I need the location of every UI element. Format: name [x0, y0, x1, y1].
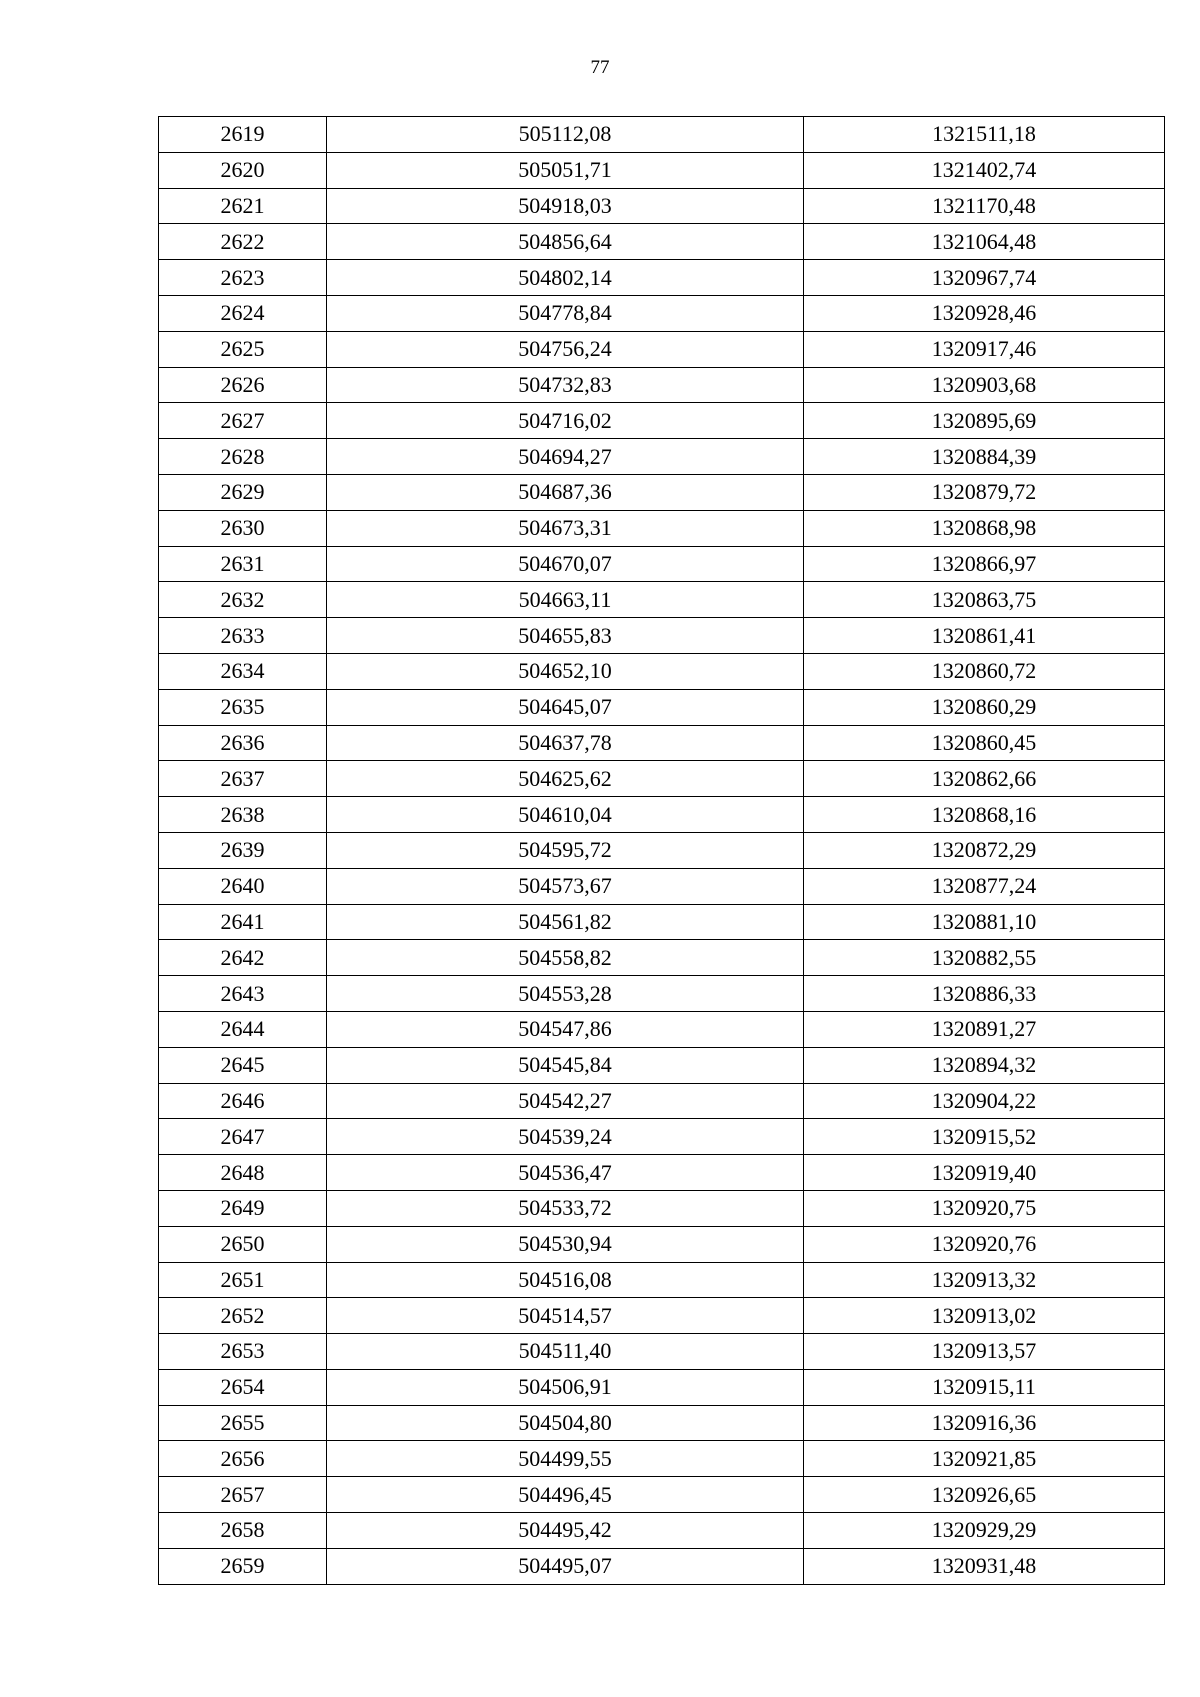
table-row: [159, 546, 1165, 582]
y-coordinate-cell: 1320920,75: [804, 1190, 1165, 1226]
point-number-cell: 2646: [159, 1083, 327, 1119]
table-row: [159, 868, 1165, 904]
x-coordinate-cell: 504530,94: [327, 1226, 804, 1262]
x-coordinate-cell: 504610,04: [327, 797, 804, 833]
x-coordinate-cell: 504504,80: [327, 1405, 804, 1441]
x-coordinate-cell: 504573,67: [327, 868, 804, 904]
x-coordinate-cell: 504539,24: [327, 1119, 804, 1155]
point-number-cell: 2639: [159, 832, 327, 868]
y-coordinate-cell: 1320879,72: [804, 474, 1165, 510]
y-coordinate-cell: 1320916,36: [804, 1405, 1165, 1441]
point-number-cell: 2645: [159, 1047, 327, 1083]
point-number-cell: 2635: [159, 689, 327, 725]
x-coordinate-cell: 504496,45: [327, 1477, 804, 1513]
point-number-cell: 2620: [159, 152, 327, 188]
coordinates-table-body: [159, 117, 1165, 1585]
y-coordinate-cell: 1320866,97: [804, 546, 1165, 582]
x-coordinate-cell: 504670,07: [327, 546, 804, 582]
y-coordinate-cell: 1320915,52: [804, 1119, 1165, 1155]
y-coordinate-cell: 1320913,02: [804, 1298, 1165, 1334]
x-coordinate-cell: 504533,72: [327, 1190, 804, 1226]
y-coordinate-cell: 1320877,24: [804, 868, 1165, 904]
x-coordinate-cell: 504495,42: [327, 1513, 804, 1549]
x-coordinate-cell: 504637,78: [327, 725, 804, 761]
x-coordinate-cell: 504545,84: [327, 1047, 804, 1083]
table-row: [159, 510, 1165, 546]
x-coordinate-cell: 504802,14: [327, 260, 804, 296]
table-row: [159, 1083, 1165, 1119]
y-coordinate-cell: 1320929,29: [804, 1513, 1165, 1549]
point-number-cell: 2638: [159, 797, 327, 833]
point-number-cell: 2627: [159, 403, 327, 439]
table-row: [159, 618, 1165, 654]
y-coordinate-cell: 1320860,72: [804, 653, 1165, 689]
table-row: [159, 260, 1165, 296]
table-row: [159, 689, 1165, 725]
table-row: [159, 1262, 1165, 1298]
x-coordinate-cell: 504595,72: [327, 832, 804, 868]
x-coordinate-cell: 504778,84: [327, 295, 804, 331]
y-coordinate-cell: 1320921,85: [804, 1441, 1165, 1477]
x-coordinate-cell: 504732,83: [327, 367, 804, 403]
point-number-cell: 2644: [159, 1011, 327, 1047]
point-number-cell: 2631: [159, 546, 327, 582]
point-number-cell: 2651: [159, 1262, 327, 1298]
point-number-cell: 2659: [159, 1548, 327, 1584]
table-row: [159, 797, 1165, 833]
point-number-cell: 2649: [159, 1190, 327, 1226]
y-coordinate-cell: 1320860,29: [804, 689, 1165, 725]
point-number-cell: 2643: [159, 976, 327, 1012]
point-number-cell: 2657: [159, 1477, 327, 1513]
point-number-cell: 2633: [159, 618, 327, 654]
x-coordinate-cell: 504716,02: [327, 403, 804, 439]
point-number-cell: 2629: [159, 474, 327, 510]
y-coordinate-cell: 1320894,32: [804, 1047, 1165, 1083]
y-coordinate-cell: 1320913,32: [804, 1262, 1165, 1298]
y-coordinate-cell: 1320926,65: [804, 1477, 1165, 1513]
table-row: [159, 1011, 1165, 1047]
table-row: [159, 1119, 1165, 1155]
point-number-cell: 2632: [159, 582, 327, 618]
table-row: [159, 940, 1165, 976]
y-coordinate-cell: 1320860,45: [804, 725, 1165, 761]
y-coordinate-cell: 1320915,11: [804, 1369, 1165, 1405]
x-coordinate-cell: 504536,47: [327, 1155, 804, 1191]
y-coordinate-cell: 1320884,39: [804, 439, 1165, 475]
x-coordinate-cell: 504547,86: [327, 1011, 804, 1047]
x-coordinate-cell: 504542,27: [327, 1083, 804, 1119]
x-coordinate-cell: 504495,07: [327, 1548, 804, 1584]
table-row: [159, 367, 1165, 403]
point-number-cell: 2641: [159, 904, 327, 940]
x-coordinate-cell: 505051,71: [327, 152, 804, 188]
x-coordinate-cell: 504506,91: [327, 1369, 804, 1405]
x-coordinate-cell: 504652,10: [327, 653, 804, 689]
point-number-cell: 2623: [159, 260, 327, 296]
point-number-cell: 2647: [159, 1119, 327, 1155]
y-coordinate-cell: 1320917,46: [804, 331, 1165, 367]
y-coordinate-cell: 1320903,68: [804, 367, 1165, 403]
y-coordinate-cell: 1320882,55: [804, 940, 1165, 976]
table-row: [159, 331, 1165, 367]
y-coordinate-cell: 1321064,48: [804, 224, 1165, 260]
x-coordinate-cell: 504645,07: [327, 689, 804, 725]
table-row: [159, 295, 1165, 331]
y-coordinate-cell: 1320881,10: [804, 904, 1165, 940]
y-coordinate-cell: 1320967,74: [804, 260, 1165, 296]
point-number-cell: 2636: [159, 725, 327, 761]
table-row: [159, 474, 1165, 510]
table-row: [159, 1298, 1165, 1334]
table-row: [159, 1441, 1165, 1477]
table-row: [159, 1155, 1165, 1191]
y-coordinate-cell: 1320868,98: [804, 510, 1165, 546]
y-coordinate-cell: 1320868,16: [804, 797, 1165, 833]
point-number-cell: 2656: [159, 1441, 327, 1477]
x-coordinate-cell: 504558,82: [327, 940, 804, 976]
y-coordinate-cell: 1320913,57: [804, 1334, 1165, 1370]
x-coordinate-cell: 504687,36: [327, 474, 804, 510]
point-number-cell: 2650: [159, 1226, 327, 1262]
y-coordinate-cell: 1320920,76: [804, 1226, 1165, 1262]
table-row: [159, 653, 1165, 689]
table-row: [159, 832, 1165, 868]
x-coordinate-cell: 504516,08: [327, 1262, 804, 1298]
table-row: [159, 1405, 1165, 1441]
table-row: [159, 1369, 1165, 1405]
point-number-cell: 2624: [159, 295, 327, 331]
table-row: [159, 1334, 1165, 1370]
y-coordinate-cell: 1320861,41: [804, 618, 1165, 654]
x-coordinate-cell: 505112,08: [327, 117, 804, 153]
y-coordinate-cell: 1320891,27: [804, 1011, 1165, 1047]
x-coordinate-cell: 504625,62: [327, 761, 804, 797]
table-row: [159, 439, 1165, 475]
y-coordinate-cell: 1320862,66: [804, 761, 1165, 797]
x-coordinate-cell: 504561,82: [327, 904, 804, 940]
point-number-cell: 2628: [159, 439, 327, 475]
point-number-cell: 2648: [159, 1155, 327, 1191]
x-coordinate-cell: 504499,55: [327, 1441, 804, 1477]
y-coordinate-cell: 1321170,48: [804, 188, 1165, 224]
x-coordinate-cell: 504856,64: [327, 224, 804, 260]
point-number-cell: 2625: [159, 331, 327, 367]
x-coordinate-cell: 504918,03: [327, 188, 804, 224]
y-coordinate-cell: 1320919,40: [804, 1155, 1165, 1191]
point-number-cell: 2621: [159, 188, 327, 224]
table-row: [159, 904, 1165, 940]
point-number-cell: 2658: [159, 1513, 327, 1549]
point-number-cell: 2655: [159, 1405, 327, 1441]
y-coordinate-cell: 1320904,22: [804, 1083, 1165, 1119]
point-number-cell: 2637: [159, 761, 327, 797]
point-number-cell: 2626: [159, 367, 327, 403]
point-number-cell: 2654: [159, 1369, 327, 1405]
table-row: [159, 1477, 1165, 1513]
y-coordinate-cell: 1320928,46: [804, 295, 1165, 331]
table-row: [159, 976, 1165, 1012]
point-number-cell: 2630: [159, 510, 327, 546]
x-coordinate-cell: 504673,31: [327, 510, 804, 546]
table-row: [159, 1548, 1165, 1584]
table-row: [159, 188, 1165, 224]
x-coordinate-cell: 504694,27: [327, 439, 804, 475]
y-coordinate-cell: 1321511,18: [804, 117, 1165, 153]
table-row: [159, 1226, 1165, 1262]
point-number-cell: 2652: [159, 1298, 327, 1334]
y-coordinate-cell: 1320886,33: [804, 976, 1165, 1012]
point-number-cell: 2642: [159, 940, 327, 976]
x-coordinate-cell: 504514,57: [327, 1298, 804, 1334]
x-coordinate-cell: 504756,24: [327, 331, 804, 367]
table-row: [159, 403, 1165, 439]
table-row: [159, 725, 1165, 761]
point-number-cell: 2653: [159, 1334, 327, 1370]
table-row: [159, 224, 1165, 260]
table-row: [159, 1047, 1165, 1083]
page-number: 77: [590, 57, 610, 78]
table-row: [159, 152, 1165, 188]
y-coordinate-cell: 1320931,48: [804, 1548, 1165, 1584]
table-row: [159, 1190, 1165, 1226]
table-row: [159, 761, 1165, 797]
coordinates-table: [158, 116, 1165, 1585]
table-row: [159, 1513, 1165, 1549]
x-coordinate-cell: 504663,11: [327, 582, 804, 618]
point-number-cell: 2640: [159, 868, 327, 904]
x-coordinate-cell: 504511,40: [327, 1334, 804, 1370]
point-number-cell: 2634: [159, 653, 327, 689]
point-number-cell: 2619: [159, 117, 327, 153]
table-row: [159, 582, 1165, 618]
x-coordinate-cell: 504553,28: [327, 976, 804, 1012]
x-coordinate-cell: 504655,83: [327, 618, 804, 654]
y-coordinate-cell: 1320872,29: [804, 832, 1165, 868]
point-number-cell: 2622: [159, 224, 327, 260]
y-coordinate-cell: 1321402,74: [804, 152, 1165, 188]
table-row: [159, 117, 1165, 153]
y-coordinate-cell: 1320863,75: [804, 582, 1165, 618]
y-coordinate-cell: 1320895,69: [804, 403, 1165, 439]
